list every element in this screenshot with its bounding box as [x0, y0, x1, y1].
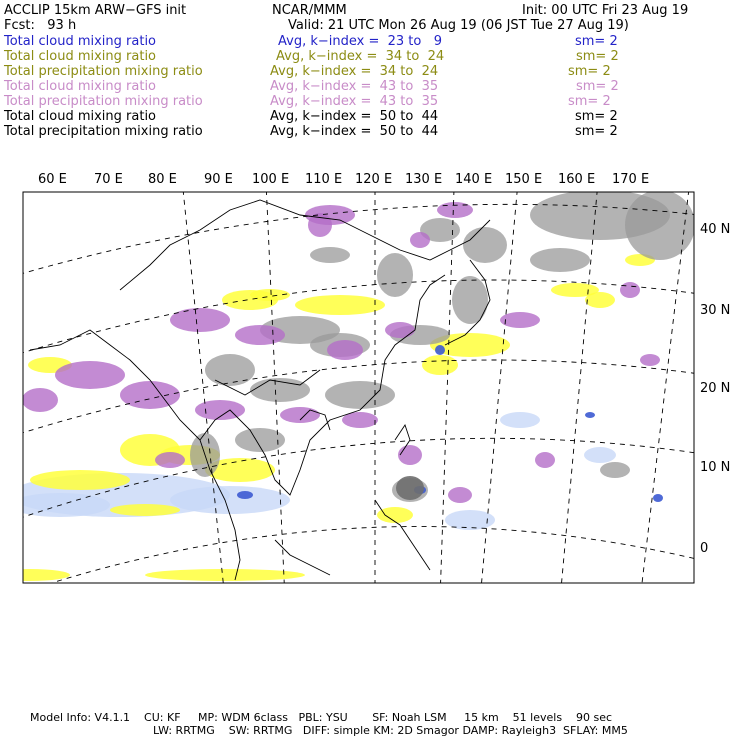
field-name: Total cloud mixing ratio: [4, 79, 157, 94]
forecast-hour: Fcst: 93 h: [4, 18, 77, 33]
cloud-upper-area: [280, 407, 320, 423]
cloud-upper-area: [385, 322, 415, 338]
lon-label: 140 E: [455, 172, 493, 187]
field-smoothing: sm= 2: [575, 109, 618, 124]
cloud-upper-area: [120, 381, 180, 409]
cloud-upper-area: [327, 340, 363, 360]
field-name: Total cloud mixing ratio: [4, 109, 157, 124]
cloud-upper-area: [398, 445, 422, 465]
cloud-upper-area: [448, 487, 472, 503]
model-title: ACCLIP 15km ARW−GFS init: [4, 3, 187, 18]
field-smoothing: sm= 2: [568, 64, 611, 79]
cloud-upper-area: [55, 361, 125, 389]
field-smoothing: sm= 2: [568, 94, 611, 109]
lon-label: 80 E: [148, 172, 177, 187]
high-cloud-area: [205, 354, 255, 386]
lon-label: 90 E: [204, 172, 233, 187]
high-cloud-area: [310, 247, 350, 263]
field-range: Avg, k−index = 23 to 9: [278, 34, 443, 49]
field-range: Avg, k−index = 34 to 24: [270, 64, 439, 79]
precip-mid-area: [250, 289, 290, 301]
field-smoothing: sm= 2: [575, 34, 618, 49]
cloud-upper-area: [170, 308, 230, 332]
field-range: Avg, k−index = 50 to 44: [270, 124, 439, 139]
precip-mid-area: [110, 504, 180, 516]
high-cloud-area: [325, 381, 395, 409]
low-cloud-area: [170, 486, 290, 514]
lon-label: 170 E: [612, 172, 650, 187]
precip-mid-area: [377, 507, 413, 523]
cloud-upper-area: [640, 354, 660, 366]
lat-label: 0: [700, 541, 709, 556]
cloud-upper-area: [155, 452, 185, 468]
physics-info: LW: RRTMG SW: RRTMG DIFF: simple KM: 2D Smagor DAMP: Rayleigh3 SFLAY: MM5: [153, 724, 628, 737]
low-cloud-area: [584, 447, 616, 463]
field-range: Avg, k−index = 34 to 24: [276, 49, 445, 64]
precip-mid-area: [145, 569, 305, 581]
precip-mid-area: [295, 295, 385, 315]
high-cloud-area: [600, 462, 630, 478]
field-name: Total cloud mixing ratio: [4, 34, 157, 49]
high-cloud-area: [625, 190, 695, 260]
precip-mid-area: [0, 569, 70, 581]
precip-mid-area: [585, 292, 615, 308]
field-smoothing: sm= 2: [576, 79, 619, 94]
cloud-upper-area: [500, 312, 540, 328]
lon-label: 60 E: [38, 172, 67, 187]
field-name: Total cloud mixing ratio: [4, 49, 157, 64]
field-range: Avg, k−index = 50 to 44: [270, 109, 439, 124]
lat-line-0: [0, 527, 740, 600]
high-cloud-area: [463, 227, 507, 263]
cloud-low-core: [237, 491, 253, 499]
lon-label: 120 E: [355, 172, 393, 187]
lon-label: 70 E: [94, 172, 123, 187]
lat-label: 40 N: [700, 222, 731, 237]
field-name: Total precipitation mixing ratio: [4, 64, 203, 79]
cloud-upper-area: [22, 388, 58, 412]
center-label: NCAR/MMM: [272, 3, 347, 18]
lon-label: 150 E: [505, 172, 543, 187]
field-name: Total precipitation mixing ratio: [4, 94, 203, 109]
init-time: Init: 00 UTC Fri 23 Aug 19: [522, 3, 689, 18]
high-cloud-area: [452, 276, 488, 324]
lat-label: 20 N: [700, 381, 731, 396]
lon-label: 110 E: [305, 172, 343, 187]
cyclone-core: [396, 476, 424, 500]
field-smoothing: sm= 2: [575, 124, 618, 139]
cloud-upper-area: [235, 325, 285, 345]
precip-mid-area: [422, 355, 458, 375]
field-range: Avg, k−index = 43 to 35: [270, 79, 439, 94]
field-smoothing: sm= 2: [576, 49, 619, 64]
lon-line-4: [480, 160, 520, 600]
lon-label: 160 E: [558, 172, 596, 187]
lat-label: 10 N: [700, 460, 731, 475]
high-cloud-area: [377, 253, 413, 297]
china-mongolia-border: [120, 200, 490, 290]
lon-label: 130 E: [405, 172, 443, 187]
cloud-upper-area: [535, 452, 555, 468]
lon-label: 100 E: [252, 172, 290, 187]
field-name: Total precipitation mixing ratio: [4, 124, 203, 139]
cloud-low-core: [435, 345, 445, 355]
field-range: Avg, k−index = 43 to 35: [270, 94, 439, 109]
high-cloud-area: [530, 248, 590, 272]
cloud-upper-area: [437, 202, 473, 218]
precip-mid-area: [30, 470, 130, 490]
cloud-low-core: [585, 412, 595, 418]
cloud-upper-area: [410, 232, 430, 248]
lat-label: 30 N: [700, 303, 731, 318]
cloud-upper-area: [620, 282, 640, 298]
low-cloud-area: [500, 412, 540, 428]
cloud-low-core: [653, 494, 663, 502]
valid-time: Valid: 21 UTC Mon 26 Aug 19 (06 JST Tue 27 Aug 19): [288, 18, 629, 33]
model-info: Model Info: V4.1.1 CU: KF MP: WDM 6class PBL: YSU SF: Noah LSM 15 km 51 levels 90 sec: [30, 711, 613, 724]
